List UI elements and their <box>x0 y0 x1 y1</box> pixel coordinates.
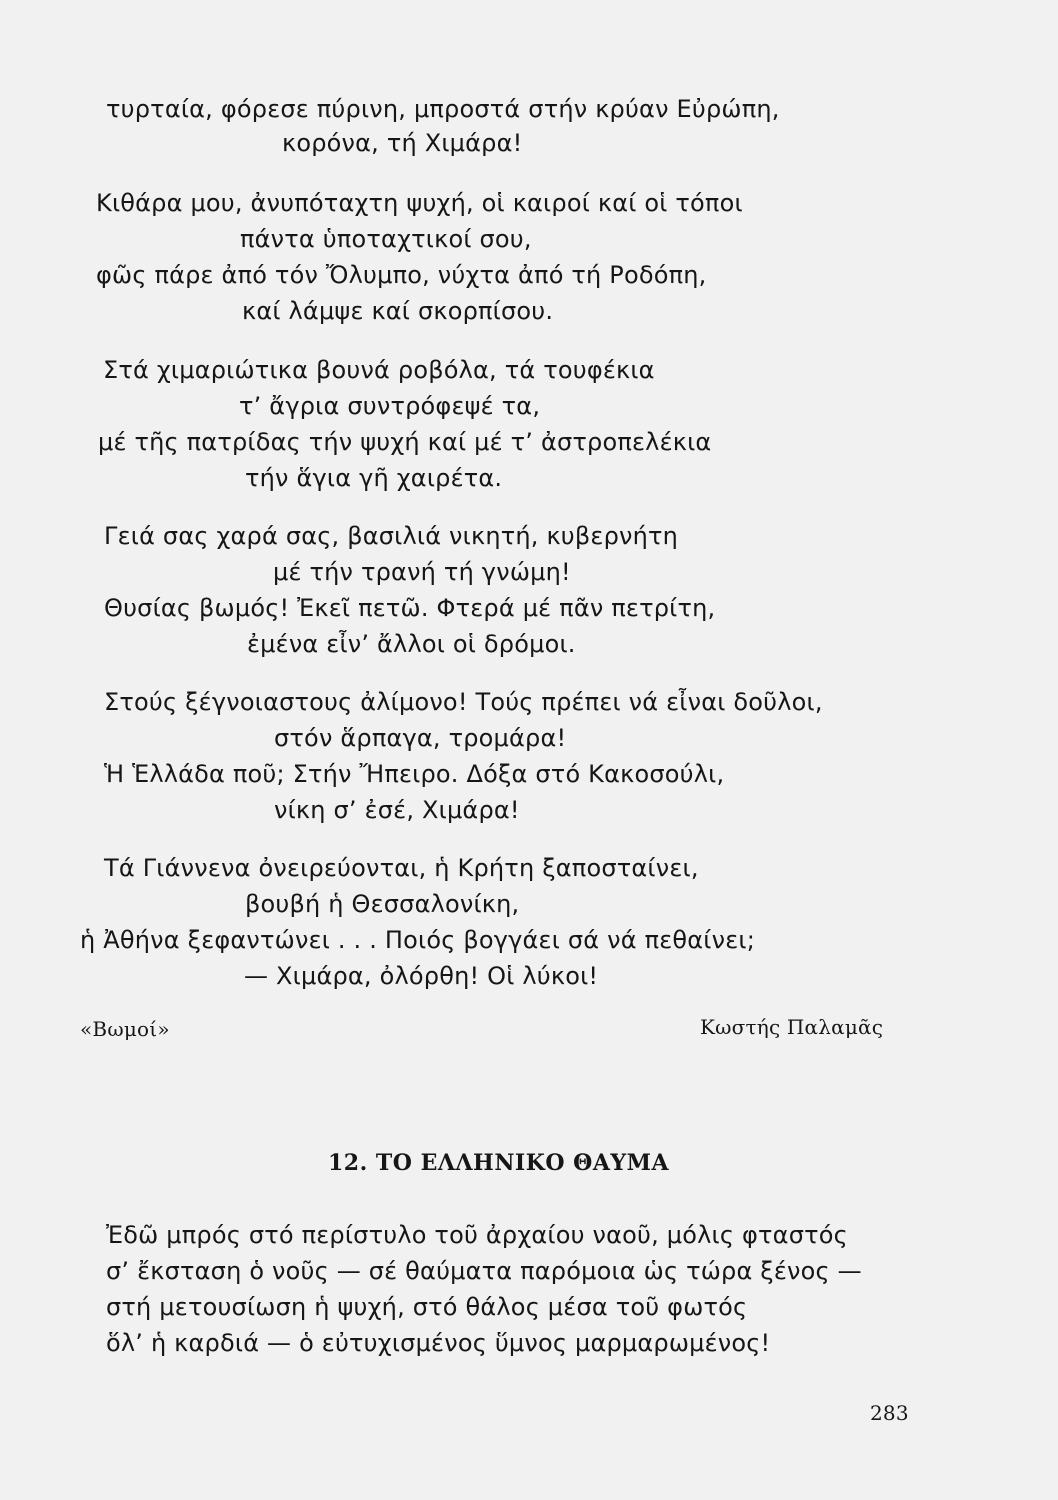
poem-line: Θυσίας βωμός! Ἐκεῖ πετῶ. Φτερά μέ πᾶν πετρίτη, <box>104 594 716 622</box>
poem-line: ἡ Ἀθήνα ξεφαντώνει . . . Ποιός βογγάει σά νά πεθαίνει; <box>80 926 756 954</box>
poem-line: Στά χιμαριώτικα βουνά ροβόλα, τά τουφέκια <box>103 356 655 384</box>
poem-author: Κωστής Παλαμᾶς <box>700 1015 884 1039</box>
poem-line: τ’ ἄγρια συντρόφεψέ τα, <box>239 392 541 420</box>
poem-line: κορόνα, τή Χιμάρα! <box>282 129 523 157</box>
poem-line: μέ τήν τρανή τή γνώμη! <box>273 558 571 586</box>
poem-line: Τά Γιάννενα ὀνειρεύονται, ἡ Κρήτη ξαποσταίνει, <box>104 854 699 882</box>
section-line: σ’ ἔκσταση ὁ νοῦς — σέ θαύματα παρόμοια ὡς τώρα ξένος — <box>106 1257 862 1285</box>
poem-line: Γειά σας χαρά σας, βασιλιά νικητή, κυβερνήτη <box>104 522 679 550</box>
poem-line: τυρταία, φόρεσε πύρινη, μπροστά στήν κρύαν Εὐρώπη, <box>106 95 780 123</box>
poem-line: Στούς ξέγνοιαστους ἀλίμονο! Τούς πρέπει νά εἶναι δοῦλοι, <box>104 688 823 716</box>
section-line: Ἐδῶ μπρός στό περίστυλο τοῦ ἀρχαίου ναοῦ, μόλις φταστός <box>106 1221 848 1249</box>
poem-line: καί λάμψε καί σκορπίσου. <box>242 297 554 325</box>
poem-line: μέ τῆς πατρίδας τήν ψυχή καί μέ τ’ ἀστροπελέκια <box>98 428 712 456</box>
poem-line: Ἡ Ἑλλάδα ποῦ; Στήν Ἤπειρο. Δόξα στό Κακοσούλι, <box>104 760 725 788</box>
poem-line: νίκη σ’ ἐσέ, Χιμάρα! <box>274 796 520 824</box>
poem-line: ἐμένα εἶν’ ἄλλοι οἱ δρόμοι. <box>247 630 576 658</box>
poem-line: — Χιμάρα, ὀλόρθη! Οἱ λύκοι! <box>244 962 599 990</box>
poem-line: βουβή ἡ Θεσσαλονίκη, <box>245 890 520 918</box>
poem-line: στόν ἅρπαγα, τρομάρα! <box>274 724 567 752</box>
section-line: ὅλ’ ἡ καρδιά — ὁ εὐτυχισμένος ὕμνος μαρμαρωμένος! <box>106 1329 771 1357</box>
section-title: 12. ΤΟ ΕΛΛΗΝΙΚΟ ΘΑΥΜΑ <box>328 1150 670 1176</box>
section-line: στή μετουσίωση ἡ ψυχή, στό θάλος μέσα τοῦ φωτός <box>106 1293 748 1321</box>
page-number: 283 <box>870 1401 909 1425</box>
poem-line: πάντα ὑποταχτικοί σου, <box>240 225 532 253</box>
poem-line: φῶς πάρε ἀπό τόν Ὄλυμπο, νύχτα ἀπό τή Ροδόπη, <box>96 261 707 289</box>
poem-line: Κιθάρα μου, ἀνυπόταχτη ψυχή, οἱ καιροί καί οἱ τόποι <box>96 189 743 217</box>
poem-source: «Βωμοί» <box>80 1017 170 1041</box>
poem-line: τήν ἅγια γῆ χαιρέτα. <box>245 464 503 492</box>
